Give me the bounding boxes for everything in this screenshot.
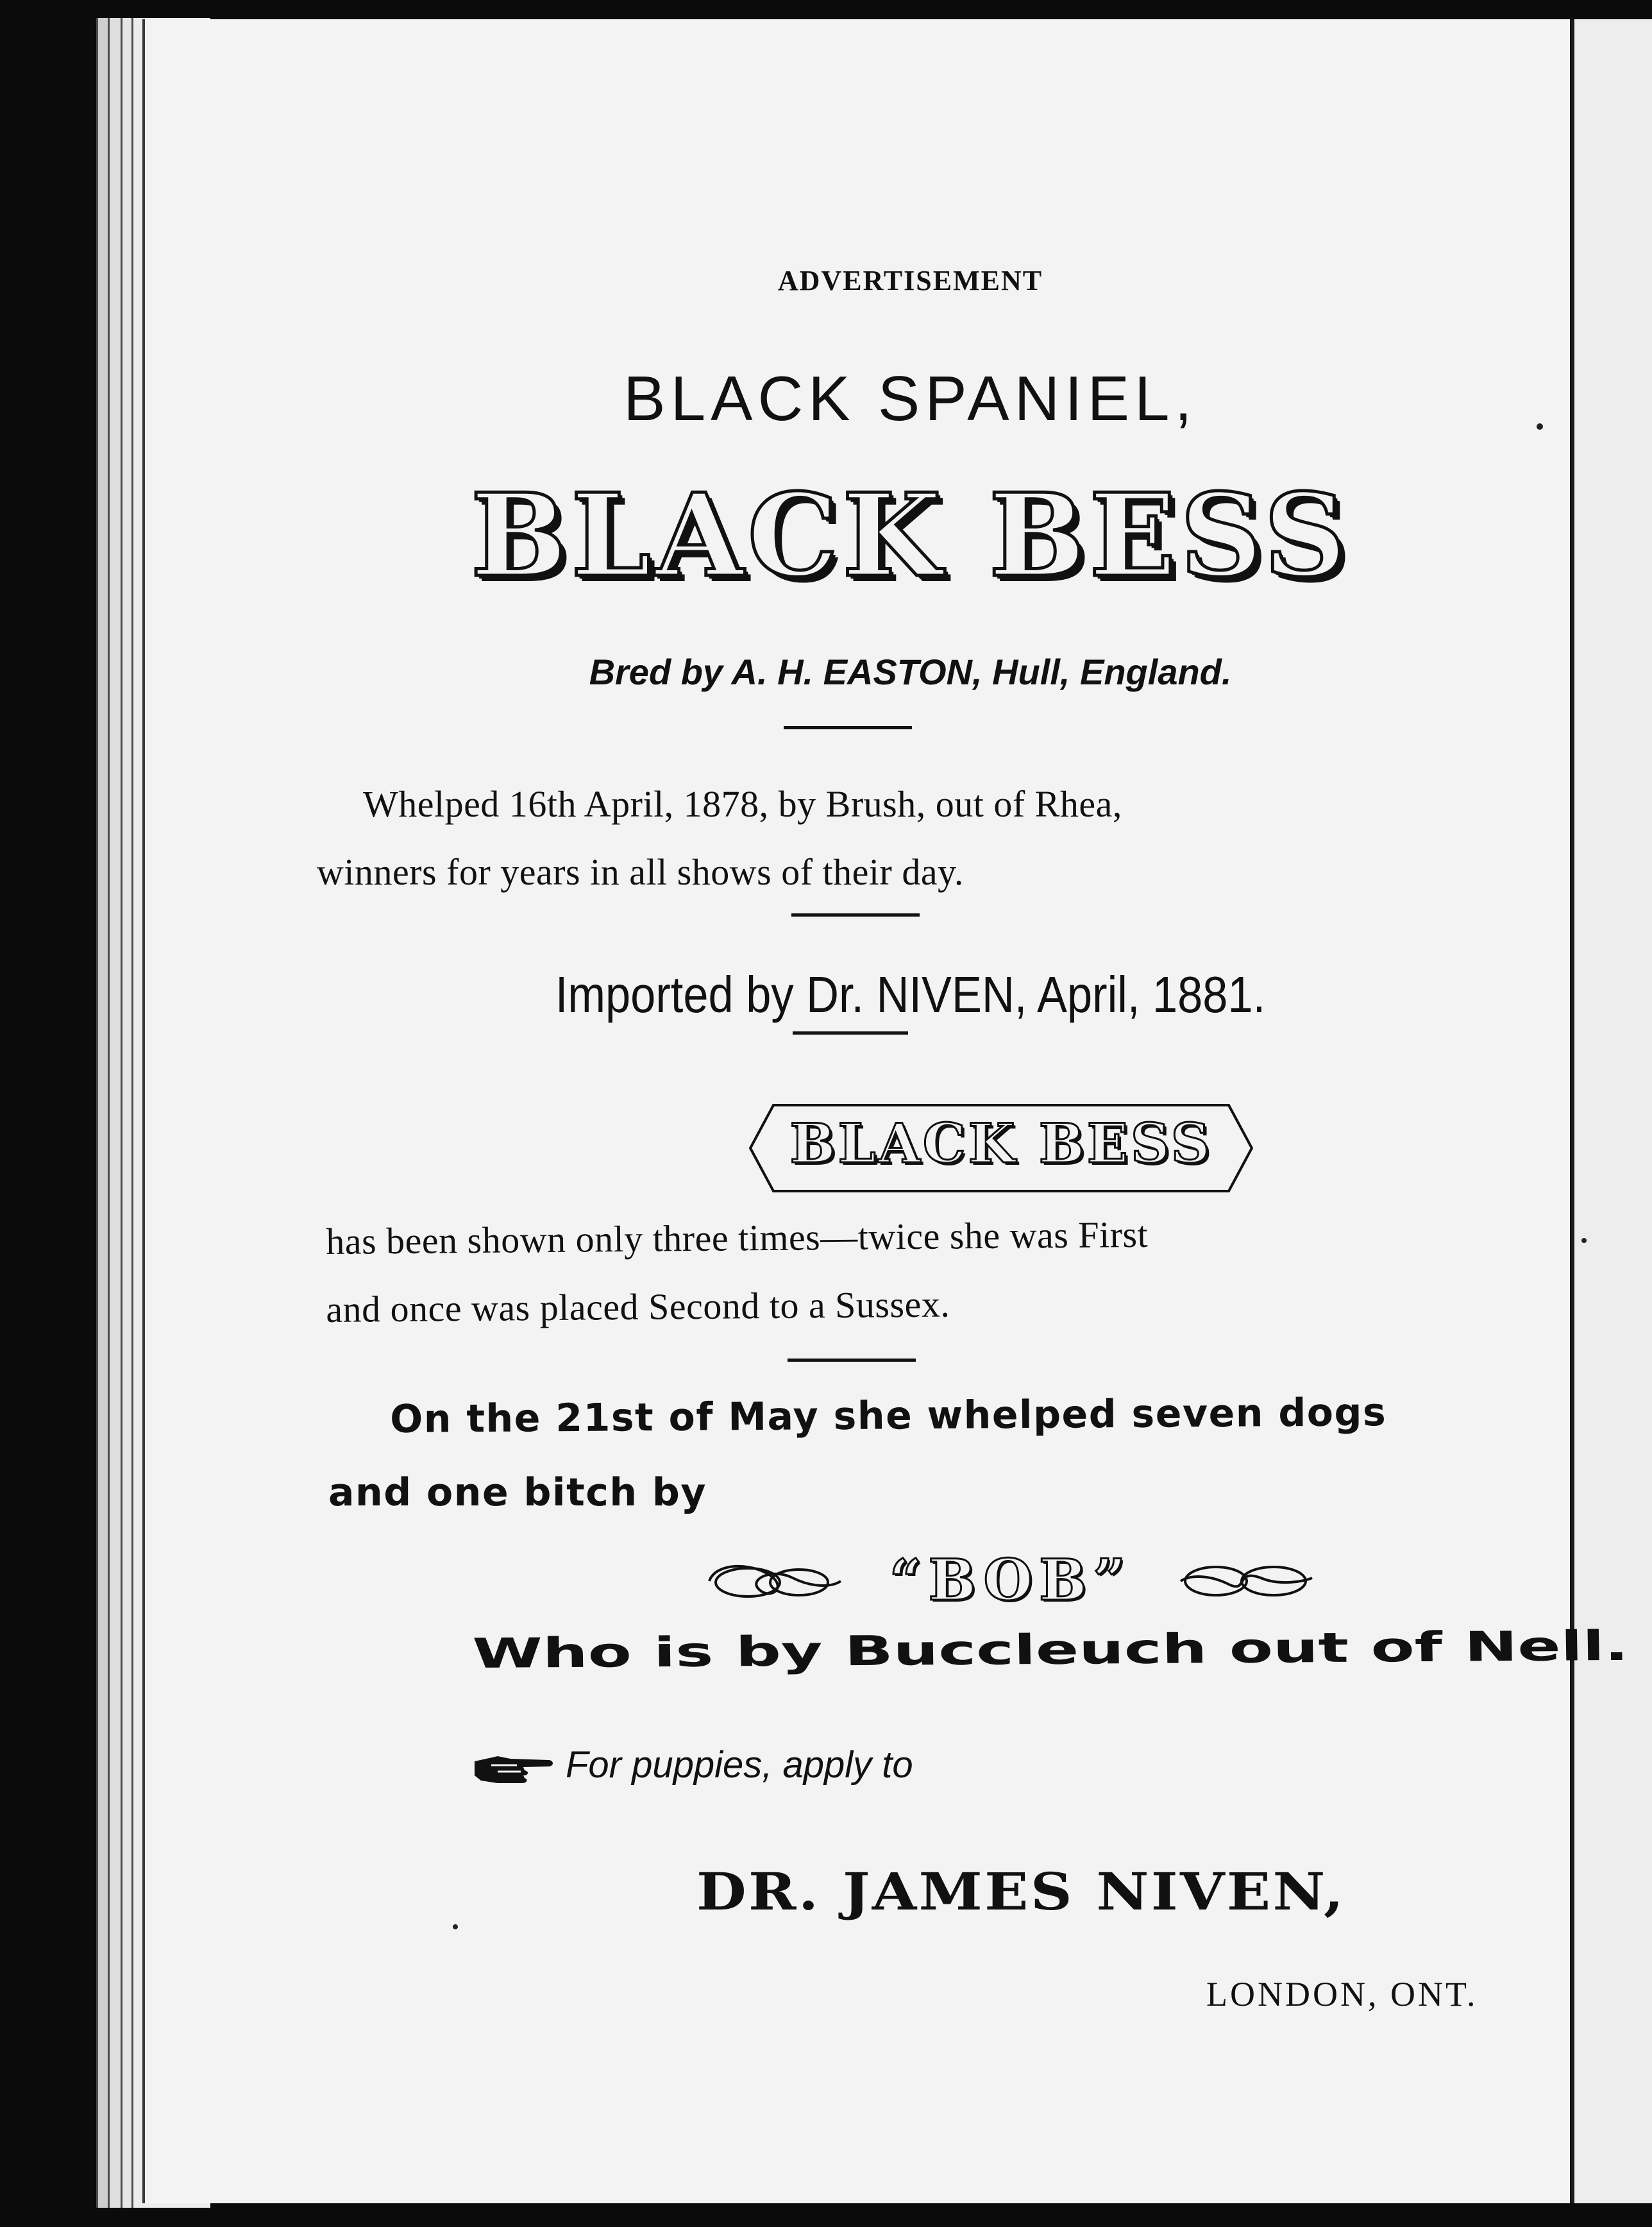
paper-speck: [1581, 1238, 1587, 1243]
divider-rule: [784, 726, 912, 729]
litter-line-1: On the 21st of May she whelped seven dogs: [390, 1390, 1387, 1442]
divider-rule: [793, 1031, 908, 1035]
pointing-hand-icon: [472, 1750, 555, 1786]
contact-name: DR. JAMES NIVEN,: [696, 1861, 1346, 1922]
advertisement-heading: ADVERTISEMENT: [777, 265, 1043, 296]
apply-line: [472, 1743, 913, 1786]
paper-speck: [453, 1924, 458, 1929]
divider-rule: [791, 913, 920, 917]
sire-pedigree: Who is by Buccleuch out of Nell.: [472, 1622, 1629, 1678]
whelped-line-2: winners for years in all shows of their day.: [317, 851, 964, 893]
breeder-line: Bred by A. H. EASTON, Hull, England.: [589, 652, 1232, 692]
sire-name: “BOB”: [889, 1546, 1133, 1613]
breed-subtitle: BLACK SPANIEL,: [623, 363, 1197, 434]
divider-rule: [788, 1359, 916, 1362]
shown-line-2: and once was placed Second to a Sussex.: [326, 1283, 950, 1330]
sire-line: [703, 1543, 1319, 1620]
litter-line-2: and one bitch by: [328, 1470, 707, 1515]
imported-line: Imported by Dr. NIVEN, April, 1881.: [555, 966, 1266, 1023]
dog-name-badge: [748, 1100, 1254, 1196]
advertisement-page: [142, 19, 1629, 2203]
contact-location: LONDON, ONT.: [1206, 1975, 1478, 2013]
apply-text: For puppies, apply to: [566, 1744, 913, 1786]
dog-name-title: BLACK BESS: [470, 468, 1351, 602]
shown-line-1: has been shown only three times—twice she was First: [326, 1213, 1149, 1262]
paper-speck: [1537, 423, 1543, 430]
adjacent-page: [1571, 19, 1652, 2203]
whelped-line-1: Whelped 16th April, 1878, by Brush, out of Rhea,: [363, 783, 1122, 825]
badge-dog-name: BLACK BESS: [789, 1112, 1213, 1175]
